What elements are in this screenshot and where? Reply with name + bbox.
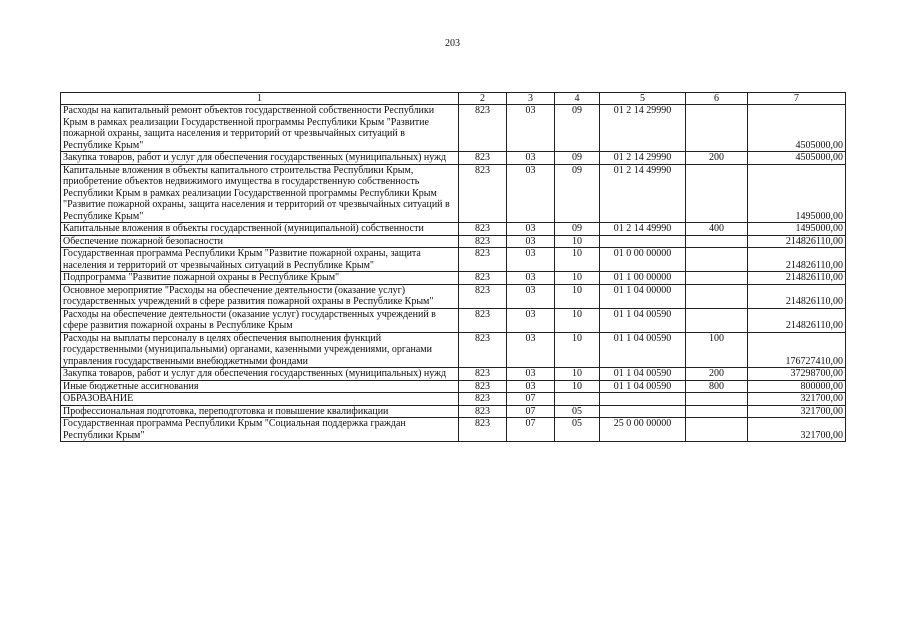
row-grbs-cell: 823 [459,393,507,406]
row-section-cell: 03 [507,164,555,223]
row-name-cell: Расходы на капитальный ремонт объектов государственной собственности Республики Крым в рамках реализации Государственной программы Республики Крым "Развитие пожарной охраны, защита населения и территорий от чрезвычайных ситуаций в Республике Крым" [61,105,459,152]
row-expense-type-cell [686,405,748,418]
row-expense-type-cell: 800 [686,380,748,393]
table-row [61,368,846,381]
row-name-cell: Расходы на выплаты персоналу в целях обеспечения выполнения функций государственными (муниципальными) органами, казенными учреждениями, органами управления государственными внебюджетными фондами [61,332,459,368]
row-amount-cell: 214826110,00 [748,248,846,272]
row-expense-type-cell [686,308,748,332]
row-name-cell: Основное мероприятие "Расходы на обеспечение деятельности (оказание услуг) государственных учреждений в сфере развития пожарной охраны в Республике Крым" [61,284,459,308]
row-name-cell: Профессиональная подготовка, переподготовка и повышение квалификации [61,405,459,418]
row-amount-cell: 1495000,00 [748,164,846,223]
row-section-cell: 03 [507,105,555,152]
row-expense-type-cell [686,248,748,272]
table-row [61,332,846,368]
table-row [61,235,846,248]
table-row [61,223,846,236]
table-row [61,272,846,285]
row-expense-type-cell [686,284,748,308]
row-expense-type-cell: 200 [686,152,748,165]
row-amount-cell: 321700,00 [748,405,846,418]
table-row [61,380,846,393]
table-row [61,405,846,418]
row-amount-cell: 321700,00 [748,393,846,406]
row-name-cell: Закупка товаров, работ и услуг для обеспечения государственных (муниципальных) нужд [61,368,459,381]
row-subsection-cell: 10 [555,332,600,368]
row-name-cell: Расходы на обеспечение деятельности (оказание услуг) государственных учреждений в сфере развития пожарной охраны в Республике Крым [61,308,459,332]
row-grbs-cell: 823 [459,405,507,418]
row-target-article-cell: 01 2 14 49990 [600,164,686,223]
row-grbs-cell: 823 [459,248,507,272]
row-subsection-cell: 10 [555,248,600,272]
row-name-cell: Государственная программа Республики Крым "Социальная поддержка граждан Республики Крым" [61,418,459,442]
row-subsection-cell: 09 [555,105,600,152]
row-expense-type-cell: 400 [686,223,748,236]
table-row [61,105,846,152]
row-expense-type-cell [686,105,748,152]
row-section-cell: 03 [507,248,555,272]
header-cell: 6 [686,93,748,105]
row-section-cell: 03 [507,308,555,332]
row-subsection-cell: 09 [555,152,600,165]
row-grbs-cell: 823 [459,164,507,223]
row-section-cell: 03 [507,223,555,236]
table-row [61,393,846,406]
row-grbs-cell: 823 [459,223,507,236]
row-subsection-cell: 10 [555,308,600,332]
row-amount-cell: 800000,00 [748,380,846,393]
row-subsection-cell: 09 [555,164,600,223]
row-grbs-cell: 823 [459,332,507,368]
row-name-cell: Обеспечение пожарной безопасности [61,235,459,248]
row-name-cell: Капитальные вложения в объекты капитального строительства Республики Крым, приобретение объектов недвижимого имущества в государственную собственность Республики Крым в рамках реализации Государственной программы Республики Крым "Развитие пожарной охраны, защита населения и территорий от чрезвычайных ситуаций в Республике Крым" [61,164,459,223]
row-target-article-cell: 01 2 14 29990 [600,152,686,165]
row-target-article-cell: 01 0 00 00000 [600,248,686,272]
row-amount-cell: 37298700,00 [748,368,846,381]
row-expense-type-cell [686,272,748,285]
row-expense-type-cell [686,164,748,223]
row-section-cell: 03 [507,152,555,165]
row-amount-cell: 321700,00 [748,418,846,442]
table-row [61,284,846,308]
header-cell: 5 [600,93,686,105]
row-subsection-cell: 10 [555,284,600,308]
row-name-cell: Подпрограмма "Развитие пожарной охраны в Республике Крым" [61,272,459,285]
row-section-cell: 03 [507,235,555,248]
row-name-cell: Капитальные вложения в объекты государственной (муниципальной) собственности [61,223,459,236]
row-target-article-cell: 25 0 00 00000 [600,418,686,442]
row-section-cell: 03 [507,332,555,368]
row-target-article-cell: 01 2 14 29990 [600,105,686,152]
row-grbs-cell: 823 [459,308,507,332]
table-row [61,164,846,223]
row-section-cell: 07 [507,418,555,442]
row-amount-cell: 176727410,00 [748,332,846,368]
page-number: 203 [445,38,460,49]
row-target-article-cell: 01 1 04 00590 [600,332,686,368]
row-target-article-cell [600,235,686,248]
row-amount-cell: 4505000,00 [748,152,846,165]
row-expense-type-cell [686,393,748,406]
row-target-article-cell: 01 1 00 00000 [600,272,686,285]
row-target-article-cell [600,393,686,406]
row-subsection-cell [555,393,600,406]
row-grbs-cell: 823 [459,105,507,152]
row-section-cell: 07 [507,393,555,406]
row-amount-cell: 1495000,00 [748,223,846,236]
row-grbs-cell: 823 [459,235,507,248]
row-amount-cell: 214826110,00 [748,235,846,248]
row-subsection-cell: 05 [555,405,600,418]
row-grbs-cell: 823 [459,272,507,285]
header-row [61,93,846,105]
row-target-article-cell: 01 1 04 00590 [600,380,686,393]
row-name-cell: ОБРАЗОВАНИЕ [61,393,459,406]
header-cell: 3 [507,93,555,105]
row-amount-cell: 214826110,00 [748,284,846,308]
row-expense-type-cell: 200 [686,368,748,381]
row-subsection-cell: 09 [555,223,600,236]
row-section-cell: 03 [507,272,555,285]
row-subsection-cell: 10 [555,235,600,248]
row-expense-type-cell [686,235,748,248]
header-cell: 7 [748,93,846,105]
row-grbs-cell: 823 [459,152,507,165]
row-grbs-cell: 823 [459,418,507,442]
row-grbs-cell: 823 [459,284,507,308]
row-name-cell: Государственная программа Республики Крым "Развитие пожарной охраны, защита населения и территорий от чрезвычайных ситуаций в Республике Крым" [61,248,459,272]
row-grbs-cell: 823 [459,368,507,381]
budget-table [60,92,846,442]
row-section-cell: 03 [507,368,555,381]
row-target-article-cell [600,405,686,418]
table-row [61,248,846,272]
header-cell: 1 [61,93,459,105]
row-target-article-cell: 01 1 04 00590 [600,368,686,381]
row-target-article-cell: 01 1 04 00000 [600,284,686,308]
row-expense-type-cell: 100 [686,332,748,368]
row-subsection-cell: 10 [555,368,600,381]
row-grbs-cell: 823 [459,380,507,393]
row-amount-cell: 214826110,00 [748,308,846,332]
row-subsection-cell: 10 [555,272,600,285]
row-amount-cell: 4505000,00 [748,105,846,152]
row-name-cell: Иные бюджетные ассигнования [61,380,459,393]
header-cell: 2 [459,93,507,105]
row-expense-type-cell [686,418,748,442]
row-subsection-cell: 10 [555,380,600,393]
row-section-cell: 07 [507,405,555,418]
header-cell: 4 [555,93,600,105]
row-section-cell: 03 [507,284,555,308]
row-subsection-cell: 05 [555,418,600,442]
table-row [61,308,846,332]
row-name-cell: Закупка товаров, работ и услуг для обеспечения государственных (муниципальных) нужд [61,152,459,165]
row-target-article-cell: 01 2 14 49990 [600,223,686,236]
row-section-cell: 03 [507,380,555,393]
table-row [61,152,846,165]
table-row [61,418,846,442]
row-target-article-cell: 01 1 04 00590 [600,308,686,332]
row-amount-cell: 214826110,00 [748,272,846,285]
